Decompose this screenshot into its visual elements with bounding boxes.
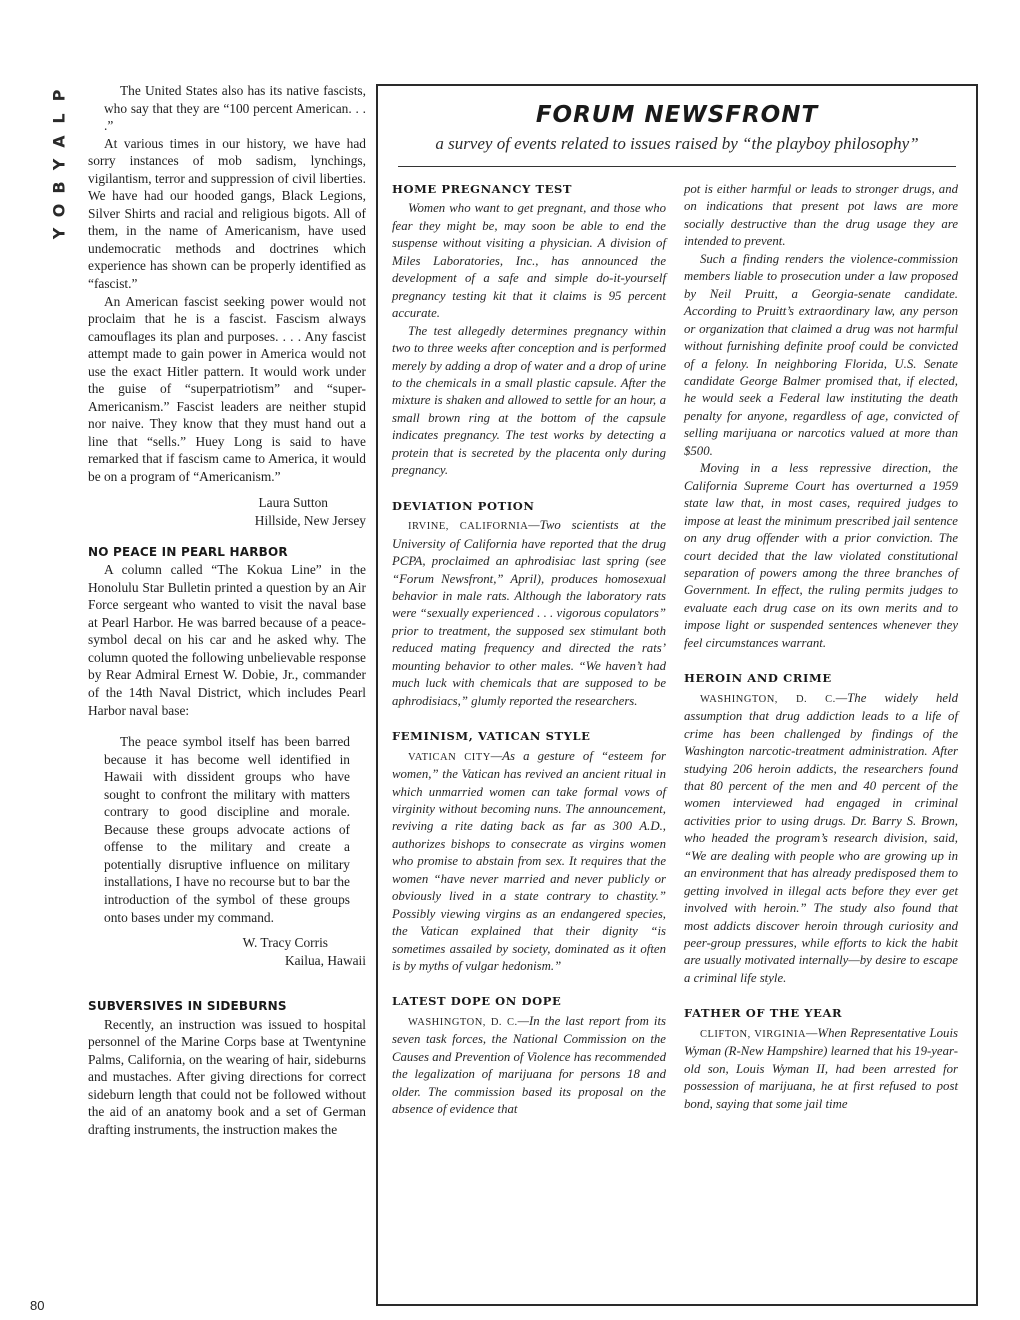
- news-heading: FEMINISM, VATICAN STYLE: [392, 729, 591, 744]
- news-paragraph: [684, 1025, 958, 1113]
- forum-newsfront-box: [376, 84, 978, 1306]
- page-title: FORUM NEWSFRONT: [535, 102, 819, 128]
- section-heading: NO PEACE IN PEARL HARBOR: [88, 544, 288, 559]
- masthead: [46, 84, 72, 245]
- dateline: CLIFTON, VIRGINIA: [700, 1028, 807, 1040]
- news-heading: HOME PREGNANCY TEST: [392, 182, 573, 196]
- news-text: —When Representative Louis Wyman (R-New Hampshire) learned that his 19-year-old son, Louis Wyman II, had been arrested for possession of marijuana, he at first refused to post bond, saying that some jail time: [684, 1025, 958, 1111]
- news-paragraph: [684, 690, 958, 988]
- letter-signature: [88, 494, 366, 530]
- news-column-1: [392, 181, 666, 1119]
- divider: [398, 166, 956, 167]
- news-text: —Two scientists at the University of California have reported that the drug PCPA, proclaimed an aphrodisiac last spring (see “Forum Newsfront,” April), produces homosexual behavior in male rats. Although the laboratory rats were “sexually experienced . . . vigorous copulators” prior to treatment, the supposed sex stimulant both reduced mating frequency and directed the rats’ mounting behavior to other males. “We haven’t had much luck with chemicals that are supposed to be aphrodisiacs,” glumly reported the researchers.: [392, 518, 666, 708]
- news-column-2: [684, 181, 958, 1113]
- signature-name: W. Tracy Corris: [242, 935, 328, 951]
- signature-place: Hillside, New Jersey: [254, 512, 366, 528]
- news-text: —The widely held assumption that drug addiction leads to a life of crime has been challenged by findings of the Washington narcotic-treatment administration. After studying 206 heroin addicts, the researchers found that 80 percent of the men and 40 percent of the women interviewed had engaged in criminal activities prior to using drugs. Dr. Barry S. Brown, who headed the program’s research division, said, “We are dealing with people who are growing up in an environment that has already predisposed them to getting involved in illegal acts before they ever get involved with heroin.” The study also found that most addicts discover heroin through curiosity and peer-group pressures, while efforts to kick the habit are usually motivated internally—by desire to escape a criminal life style.: [684, 690, 958, 985]
- section-heading: SUBVERSIVES IN SIDEBURNS: [88, 999, 287, 1014]
- letters-column: [88, 82, 366, 1138]
- news-paragraph: [392, 748, 666, 976]
- news-text: —As a gesture of “esteem for women,” the Vatican has revived an ancient ritual in which unmarried women can take formal vows of virginity without becoming nuns. The announcement, reviving a rite dating back as far as 300 A.D., authorizes bishops to consecrate as virgins women who promise to abstain from sex. It requires that the women “have never married and never publicly or obviously lived in a state contrary to chastity.” Possibly viewing virgins as an endangered species, the Vatican explained that their dignity “is sometimes assailed by society, dominated as it often is by myths of vulgar hedonism.”: [392, 748, 666, 974]
- news-paragraph: Moving in a less repressive direction, the California Supreme Court has overturned a 1959 state law that, in most cases, required judges to impose at least the minimum prescribed jail sentence on any drug offender with a prior conviction. The court decided that the law violated constitutional separation of powers among the three branches of Government. In effect, the ruling permits judges to evaluate each drug case on its own merits and to impose light or suspended sentences whenever they feel circumstances warrant.: [684, 461, 958, 650]
- news-paragraph: [392, 517, 666, 710]
- news-paragraph: Women who want to get pregnant, and those who fear they might be, may soon be able to end the suspense without visiting a physician. A division of Miles Laboratories, Inc., has announced the development of a safe and simple do-it-yourself pregnancy testing kit that it claims is 95 percent accurate.: [392, 201, 666, 321]
- masthead-letter: Y: [49, 158, 69, 171]
- news-text: —In the last report from its seven task forces, the National Commission on the Causes and Prevention of Violence has recommended the legalization of marijuana for persons 18 and older. The commission based its proposal on the absence of evidence that: [392, 1013, 666, 1117]
- masthead-letter: A: [49, 135, 69, 148]
- dateline: IRVINE, CALIFORNIA: [408, 521, 529, 533]
- dateline: WASHINGTON, D. C.: [700, 693, 836, 705]
- news-paragraph: [392, 1013, 666, 1119]
- masthead-letter: O: [49, 203, 69, 218]
- masthead-letter: P: [49, 89, 69, 102]
- dateline: VATICAN CITY: [408, 751, 491, 763]
- letter-paragraph: A column called “The Kokua Line” in the Honolulu Star Bulletin printed a question by an Air Force sergeant who wanted to visit the naval base at Pearl Harbor. He was barred because of a peace-symbol decal on his car and he asked why. The column quoted the following unbelievable response by Rear Admiral Ernest W. Dobie, Jr., commander of the 14th Naval District, which includes Pearl Harbor naval base:: [88, 562, 366, 718]
- letter-paragraph: An American fascist seeking power would not proclaim that he is a fascist. Fascism always camouflages its plan and purposes. . . . Any fascist attempt made to gain power in America would not use the exact Hitler pattern. It would work under the guise of “superpatriotism” and “super-Americanism.” Fascist leaders are neither stupid nor naive. They know that they must hand out a line that “sells.” Huey Long is said to have remarked that if fascism came to America, it would be on a program of “Americanism.”: [88, 293, 366, 485]
- letter-signature: [88, 934, 366, 970]
- page-subtitle: a survey of events related to issues raised by “the playboy philosophy”: [435, 134, 919, 153]
- quote-text: The peace symbol itself has been barred because it has become well identified in Hawaii with dissident groups who have sought to confront the military with matters contrary to good discipline and morale. Because these groups advocate actions of offense to the military and create a potentially disruptive influence on military installations, I have no recourse but to bar the introduction of the symbol of these groups onto bases under my command.: [104, 734, 350, 925]
- news-heading: DEVIATION POTION: [392, 498, 535, 513]
- block-quote: [88, 733, 366, 926]
- news-paragraph: The test allegedly determines pregnancy within two to three weeks after conception and is performed merely by adding a drop of water and a drop of urine to the chemicals in a small plastic capsule. After the mixture is shaken and allowed to settle for an hour, a small brown ring at the bottom of the capsule indicates pregnancy. The test works by detecting a protein that is secreted by the placenta only during pregnancy.: [392, 323, 666, 478]
- news-heading: LATEST DOPE ON DOPE: [392, 994, 562, 1009]
- news-paragraph: pot is either harmful or leads to stronger drugs, and on indications that present pot laws are more socially destructive than the drug usage they are intended to prevent.: [684, 182, 958, 249]
- signature-name: Laura Sutton: [258, 494, 328, 510]
- letter-paragraph: At various times in our history, we have had sorry instances of mob sadism, lynchings, vigilantism, terror and suppression of civil liberties. We have had our hooded gangs, Black Legions, Silver Shirts and racial and religious bigots. All of them, in the name of Americanism, have used undemocratic methods and doctrines which experience has shown can be properly identified as “fascist.”: [88, 135, 366, 292]
- news-heading: FATHER OF THE YEAR: [684, 1006, 843, 1021]
- masthead-letter: Y: [49, 227, 69, 240]
- masthead-letter: B: [49, 181, 69, 194]
- letter-paragraph: The United States also has its native fascists, who say that they are “100 percent American. . . .”: [104, 83, 366, 134]
- page-number: 80: [30, 1298, 45, 1313]
- dateline: WASHINGTON, D. C.: [408, 1016, 518, 1028]
- letter-paragraph: Recently, an instruction was issued to hospital personnel of the Marine Corps base at Twentynine Palms, California, on the wearing of hair, sideburns and mustaches. After giving directions for correct sideburn length that could not be followed without the aid of an anatomy book and a set of German drafting instruments, the instruction makes the: [88, 1016, 366, 1137]
- masthead-letter: L: [49, 113, 69, 124]
- news-heading: HEROIN AND CRIME: [684, 671, 832, 686]
- signature-place: Kailua, Hawaii: [284, 953, 366, 969]
- news-paragraph: Such a finding renders the violence-commission members liable to prosecution under a law proposed by Neil Pruitt, a Georgia-senate candidate. According to Pruitt’s extraordinary law, any person or organization that claimed a drug was not harmful without furnishing definite proof could be convicted of a felony. In neighboring Florida, U.S. Senate candidate George Balmer promised that, if elected, he would seek a Federal law instituting the death penalty for anyone, regardless of age, convicted of selling marijuana or narcotics valued at more than $500.: [684, 251, 958, 458]
